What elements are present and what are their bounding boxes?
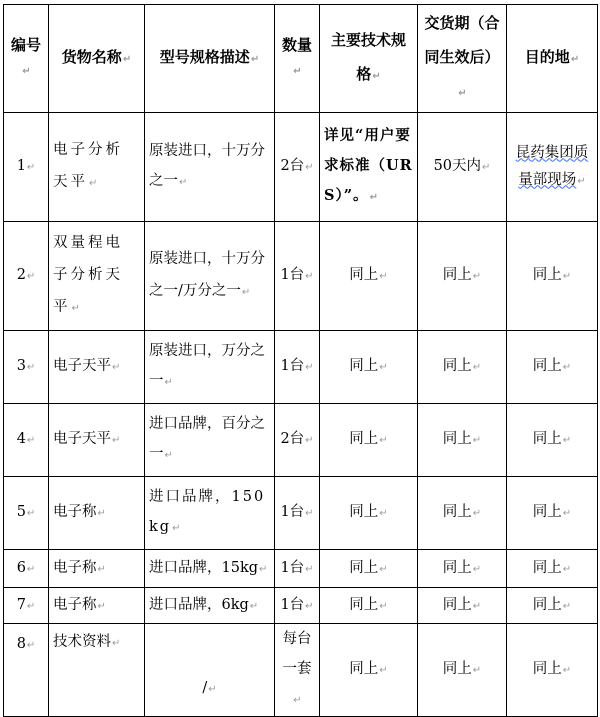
cell-dest: 同上↵ — [507, 624, 598, 717]
cell-name: 技术资料↵ — [49, 624, 145, 717]
header-no: 编号↵ — [4, 5, 49, 113]
cell-delivery: 同上↵ — [418, 550, 507, 588]
cell-no: 6↵ — [4, 550, 49, 588]
cell-model: /↵ — [145, 624, 275, 717]
header-dest: 目的地↵ — [507, 5, 598, 113]
cell-qty: 1台↵ — [275, 331, 320, 404]
cell-dest: 同上↵ — [507, 404, 598, 477]
header-model: 型号规格描述↵ — [145, 5, 275, 113]
cell-name: 电子称↵ — [49, 550, 145, 588]
cell-model: 进口品牌，150kg↵ — [145, 477, 275, 550]
cell-name: 电子称↵ — [49, 477, 145, 550]
cell-dest: 同上↵ — [507, 331, 598, 404]
cell-qty: 每台一套↵ — [275, 624, 320, 717]
cell-qty: 1台↵ — [275, 477, 320, 550]
cell-tech: 同上↵ — [320, 331, 418, 404]
header-name: 货物名称↵ — [49, 5, 145, 113]
cell-no: 8↵ — [4, 624, 49, 717]
cell-no: 1↵ — [4, 113, 49, 222]
cell-tech: 详见“用户要求标准（URS）”。↵ — [320, 113, 418, 222]
table-row — [4, 113, 598, 222]
header-row — [4, 5, 598, 113]
cell-qty: 1台↵ — [275, 550, 320, 588]
cell-delivery: 同上↵ — [418, 588, 507, 624]
cell-model: 原装进口，万分之一↵ — [145, 331, 275, 404]
cell-delivery: 同上↵ — [418, 404, 507, 477]
cell-model: 进口品牌，6kg↵ — [145, 588, 275, 624]
cell-delivery: 同上↵ — [418, 331, 507, 404]
cell-qty: 1台↵ — [275, 222, 320, 331]
cell-name: 双量程电子分析天平↵ — [49, 222, 145, 331]
table-row — [4, 588, 598, 624]
cell-name: 电子称↵ — [49, 588, 145, 624]
header-tech: 主要技术规格↵ — [320, 5, 418, 113]
cell-qty: 2台↵ — [275, 404, 320, 477]
cell-name: 电子天平↵ — [49, 404, 145, 477]
cell-dest: 昆药集团质量部现场↵ — [507, 113, 598, 222]
table-row — [4, 331, 598, 404]
cell-name: 电子分析天平↵ — [49, 113, 145, 222]
cell-model: 原装进口，十万分之一↵ — [145, 113, 275, 222]
cell-no: 4↵ — [4, 404, 49, 477]
cell-delivery: 同上↵ — [418, 624, 507, 717]
cell-qty: 2台↵ — [275, 113, 320, 222]
cell-delivery: 同上↵ — [418, 222, 507, 331]
cell-model: 进口品牌，百分之一↵ — [145, 404, 275, 477]
cell-tech: 同上↵ — [320, 624, 418, 717]
cell-model: 原装进口，十万分之一/万分之一↵ — [145, 222, 275, 331]
goods-spec-table — [3, 4, 598, 717]
cell-no: 5↵ — [4, 477, 49, 550]
cell-dest: 同上↵ — [507, 550, 598, 588]
cell-no: 3↵ — [4, 331, 49, 404]
cell-dest: 同上↵ — [507, 477, 598, 550]
cell-tech: 同上↵ — [320, 404, 418, 477]
cell-delivery: 同上↵ — [418, 477, 507, 550]
cell-delivery: 50天内↵ — [418, 113, 507, 222]
table-row — [4, 222, 598, 331]
table-row — [4, 550, 598, 588]
cell-qty: 1台↵ — [275, 588, 320, 624]
cell-dest: 同上↵ — [507, 222, 598, 331]
table-row — [4, 624, 598, 717]
table-row — [4, 477, 598, 550]
header-delivery: 交货期（合同生效后）↵ — [418, 5, 507, 113]
cell-name: 电子天平↵ — [49, 331, 145, 404]
cell-tech: 同上↵ — [320, 588, 418, 624]
cell-tech: 同上↵ — [320, 550, 418, 588]
table-row — [4, 404, 598, 477]
cell-model: 进口品牌，15kg↵ — [145, 550, 275, 588]
cell-no: 7↵ — [4, 588, 49, 624]
cell-dest: 同上↵ — [507, 588, 598, 624]
cell-tech: 同上↵ — [320, 477, 418, 550]
cell-no: 2↵ — [4, 222, 49, 331]
cell-tech: 同上↵ — [320, 222, 418, 331]
header-qty: 数量↵ — [275, 5, 320, 113]
